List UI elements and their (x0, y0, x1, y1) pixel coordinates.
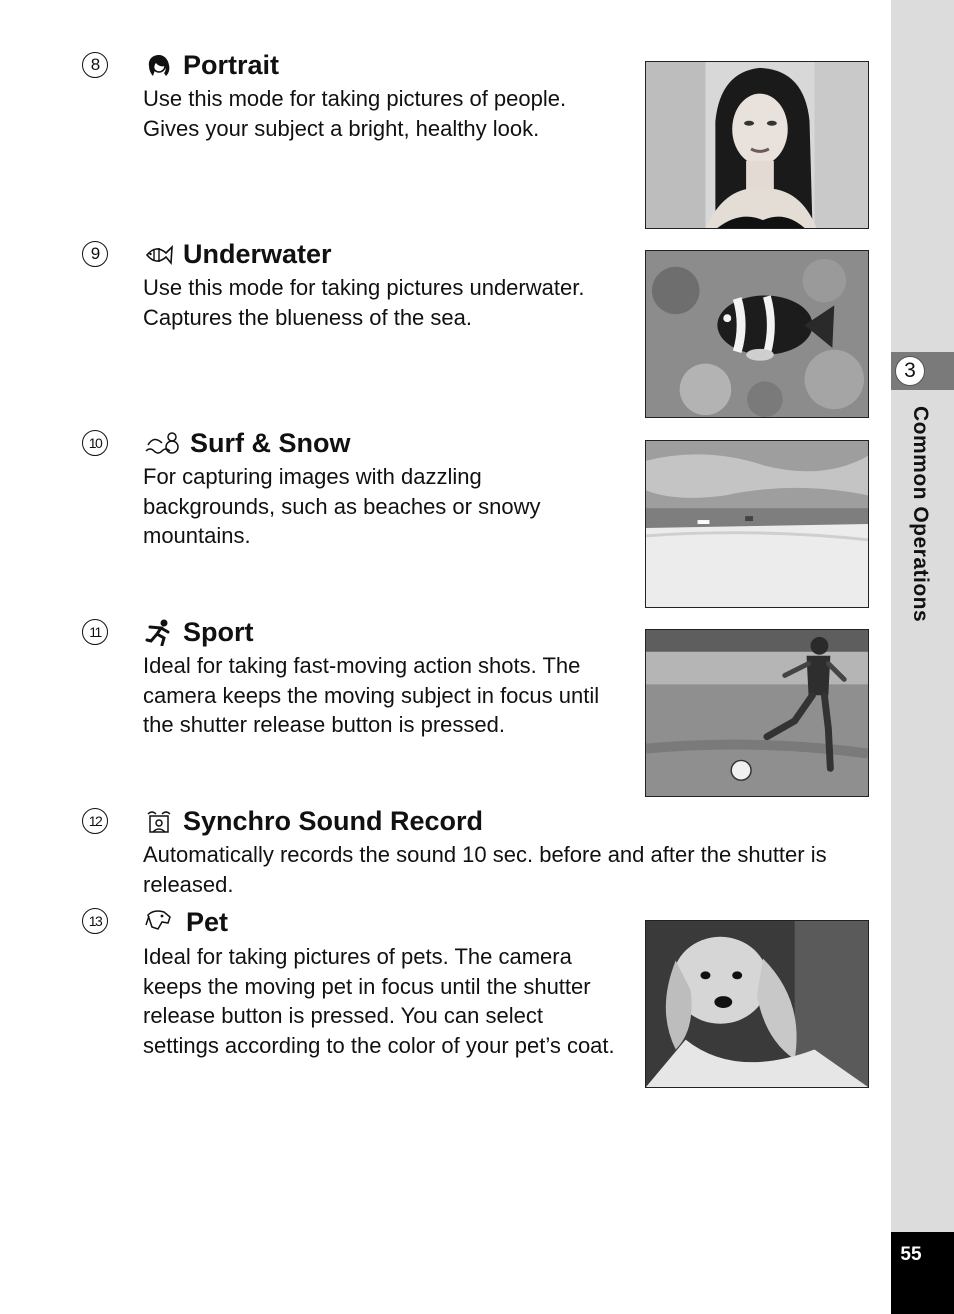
chapter-sidebar (891, 0, 954, 1314)
beach-photo (645, 440, 869, 608)
item-number: 13 (82, 908, 108, 934)
mode-title: Underwater (183, 239, 332, 269)
surf-snow-icon (144, 429, 180, 457)
dog-photo (645, 920, 869, 1088)
item-number: 11 (82, 619, 108, 645)
sport-icon (144, 618, 174, 646)
item-number: 8 (82, 52, 108, 78)
item-number: 12 (82, 808, 108, 834)
mode-title: Sport (183, 617, 254, 647)
portrait-icon (144, 52, 174, 80)
woman-portrait-photo (645, 61, 869, 229)
mode-title: Surf & Snow (190, 428, 351, 458)
mode-description: Use this mode for taking pictures underwater. Captures the blueness of the sea. (143, 275, 585, 330)
item-number: 10 (82, 430, 108, 456)
chapter-number: 3 (895, 356, 925, 386)
item-number: 9 (82, 241, 108, 267)
mode-title: Portrait (183, 50, 280, 80)
mode-description: Ideal for taking pictures of pets. The camera keeps the moving pet in focus until the shutter release button is pressed. You can select settings according to the color of your pet’s coat. (143, 944, 615, 1058)
underwater-icon (144, 241, 174, 269)
soccer-boy-photo (645, 629, 869, 797)
mode-title: Synchro Sound Record (183, 806, 484, 836)
synchro-sound-icon (144, 808, 174, 836)
page-number: 55 (900, 1244, 922, 1265)
chapter-title: Common Operations (909, 406, 932, 623)
mode-description: Automatically records the sound 10 sec. before and after the shutter is released. (143, 842, 827, 897)
mode-description: For capturing images with dazzling backgrounds, such as beaches or snowy mountains. (143, 464, 541, 549)
mode-description: Ideal for taking fast-moving action shots. The camera keeps the moving subject in focus until the shutter release button is pressed. (143, 653, 600, 738)
mode-title: Pet (186, 907, 229, 937)
mode-description: Use this mode for taking pictures of people. Gives your subject a bright, healthy look. (143, 86, 567, 141)
clownfish-photo (645, 250, 869, 418)
pet-icon (144, 907, 174, 935)
